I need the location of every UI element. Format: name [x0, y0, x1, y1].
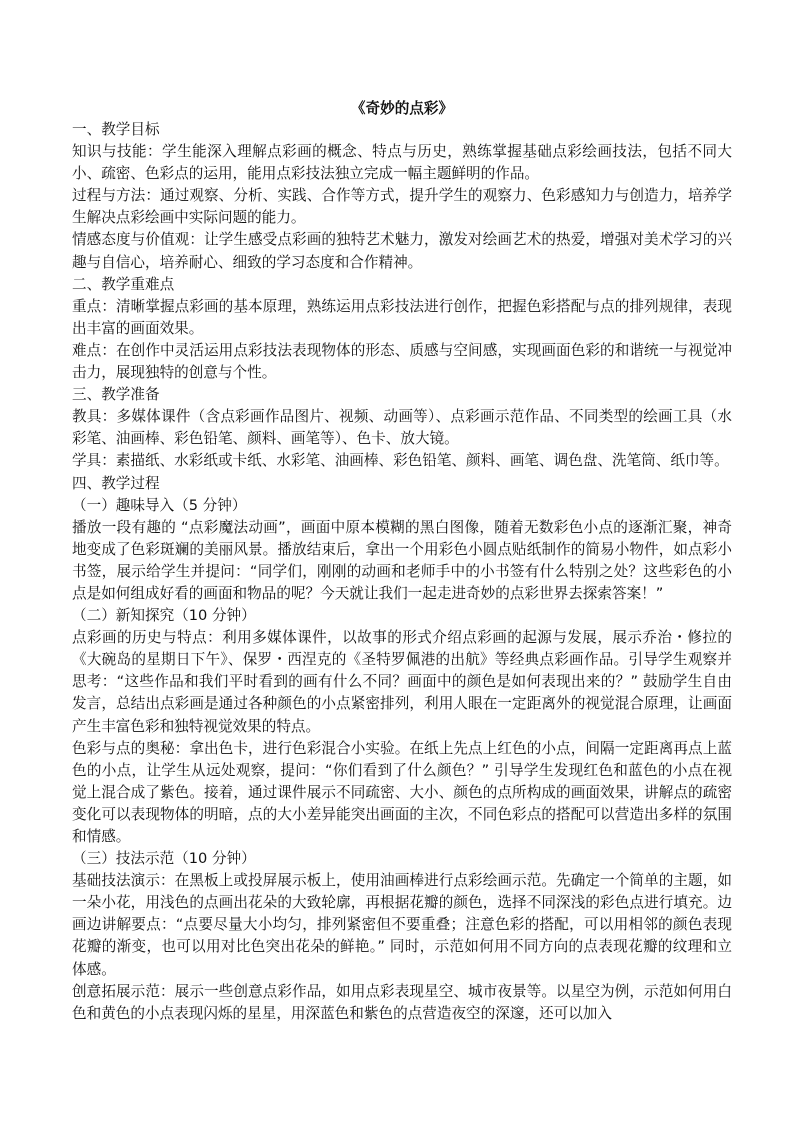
subsection-heading: （二）新知探究（10 分钟）	[72, 607, 256, 625]
document-title: 《奇妙的点彩》	[350, 100, 454, 117]
paragraph: 教具：多媒体课件（含点彩画作品图片、视频、动画等）、点彩画示范作品、不同类型的绘画工具（水彩笔、油画棒、彩色铅笔、颜料、画笔等）、色卡、放大镜。	[72, 408, 732, 448]
document-body	[72, 119, 732, 1025]
paragraph: 色彩与点的奥秘：拿出色卡，进行色彩混合小实验。在纸上先点上红色的小点，间隔一定距离再点上蓝色的小点，让学生从远处观察，提问：“你们看到了什么颜色？” 引导学生发现红色和蓝色的小点在视觉上混合成了紫色。接着，通过课件展示不同疏密、大小、颜色的点所构成的画面效果，讲解点的疏密变化可以表现物体的明暗，点的大小差异能突出画面的主次，不同色彩点的搭配可以营造出多样的氛围和情感。	[72, 739, 732, 845]
paragraph: 情感态度与价值观：让学生感受点彩画的独特艺术魅力，激发对绘画艺术的热爱，增强对美术学习的兴趣与自信心，培养耐心、细致的学习态度和合作精神。	[72, 231, 732, 271]
section-heading: 二、教学重难点	[72, 275, 175, 293]
paragraph: 重点：清晰掌握点彩画的基本原理，熟练运用点彩技法进行创作，把握色彩搭配与点的排列规律，表现出丰富的画面效果。	[72, 297, 732, 337]
paragraph: 基础技法演示：在黑板上或投屏展示板上，使用油画棒进行点彩绘画示范。先确定一个简单的主题，如一朵小花，用浅色的点画出花朵的大致轮廓，再根据花瓣的颜色，选择不同深浅的彩色点进行填充。边画边讲解要点：“点要尽量大小均匀，排列紧密但不要重叠；注意色彩的搭配，可以用相邻的颜色表现花瓣的渐变，也可以用对比色突出花朵的鲜艳。” 同时，示范如何用不同方向的点表现花瓣的纹理和立体感。	[72, 872, 732, 978]
section-heading: 三、教学准备	[72, 386, 160, 404]
subsection-heading: （三）技法示范（10 分钟）	[72, 850, 256, 868]
paragraph: 知识与技能：学生能深入理解点彩画的概念、特点与历史，熟练掌握基础点彩绘画技法，包括不同大小、疏密、色彩点的运用，能用点彩技法独立完成一幅主题鲜明的作品。	[72, 143, 732, 183]
section-heading: 四、教学过程	[72, 474, 160, 492]
section-heading: 一、教学目标	[72, 121, 160, 138]
paragraph: 难点：在创作中灵活运用点彩技法表现物体的形态、质感与空间感，实现画面色彩的和谐统一与视觉冲击力，展现独特的创意与个性。	[72, 341, 732, 382]
paragraph: 点彩画的历史与特点：利用多媒体课件，以故事的形式介绍点彩画的起源与发展，展示乔治・修拉的《大碗岛的星期日下午》、保罗・西涅克的《圣特罗佩港的出航》等经典点彩画作品。引导学生观察并思考：“这些作品和我们平时看到的画有什么不同？画面中的颜色是如何表现出来的？” 鼓励学生自由发言，总结出点彩画是通过各种颜色的小点紧密排列，利用人眼在一定距离外的视觉混合原理，让画面产生丰富色彩和独特视觉效果的特点。	[72, 629, 732, 735]
paragraph: 学具：素描纸、水彩纸或卡纸、水彩笔、油画棒、彩色铅笔、颜料、画笔、调色盘、洗笔筒、纸巾等。	[72, 452, 729, 470]
subsection-heading: （一）趣味导入（5 分钟）	[72, 496, 247, 514]
paragraph: 过程与方法：通过观察、分析、实践、合作等方式，提升学生的观察力、色彩感知力与创造力，培养学生解决点彩绘画中实际问题的能力。	[72, 187, 732, 227]
paragraph: 创意拓展示范：展示一些创意点彩作品，如用点彩表现星空、城市夜景等。以星空为例，示范如何用白色和黄色的小点表现闪烁的星星，用深蓝色和紫色的点营造夜空的深邃，还可以加入	[72, 982, 732, 1022]
paragraph: 播放一段有趣的 “点彩魔法动画”，画面中原本模糊的黑白图像，随着无数彩色小点的逐渐汇聚，神奇地变成了色彩斑斓的美丽风景。播放结束后，拿出一个用彩色小圆点贴纸制作的简易小物件，如点彩小书签，展示给学生并提问：“同学们，刚刚的动画和老师手中的小书签有什么特别之处？这些彩色的小点是如何组成好看的画面和物品的呢？今天就让我们一起走进奇妙的点彩世界去探索答案！”	[72, 518, 732, 602]
